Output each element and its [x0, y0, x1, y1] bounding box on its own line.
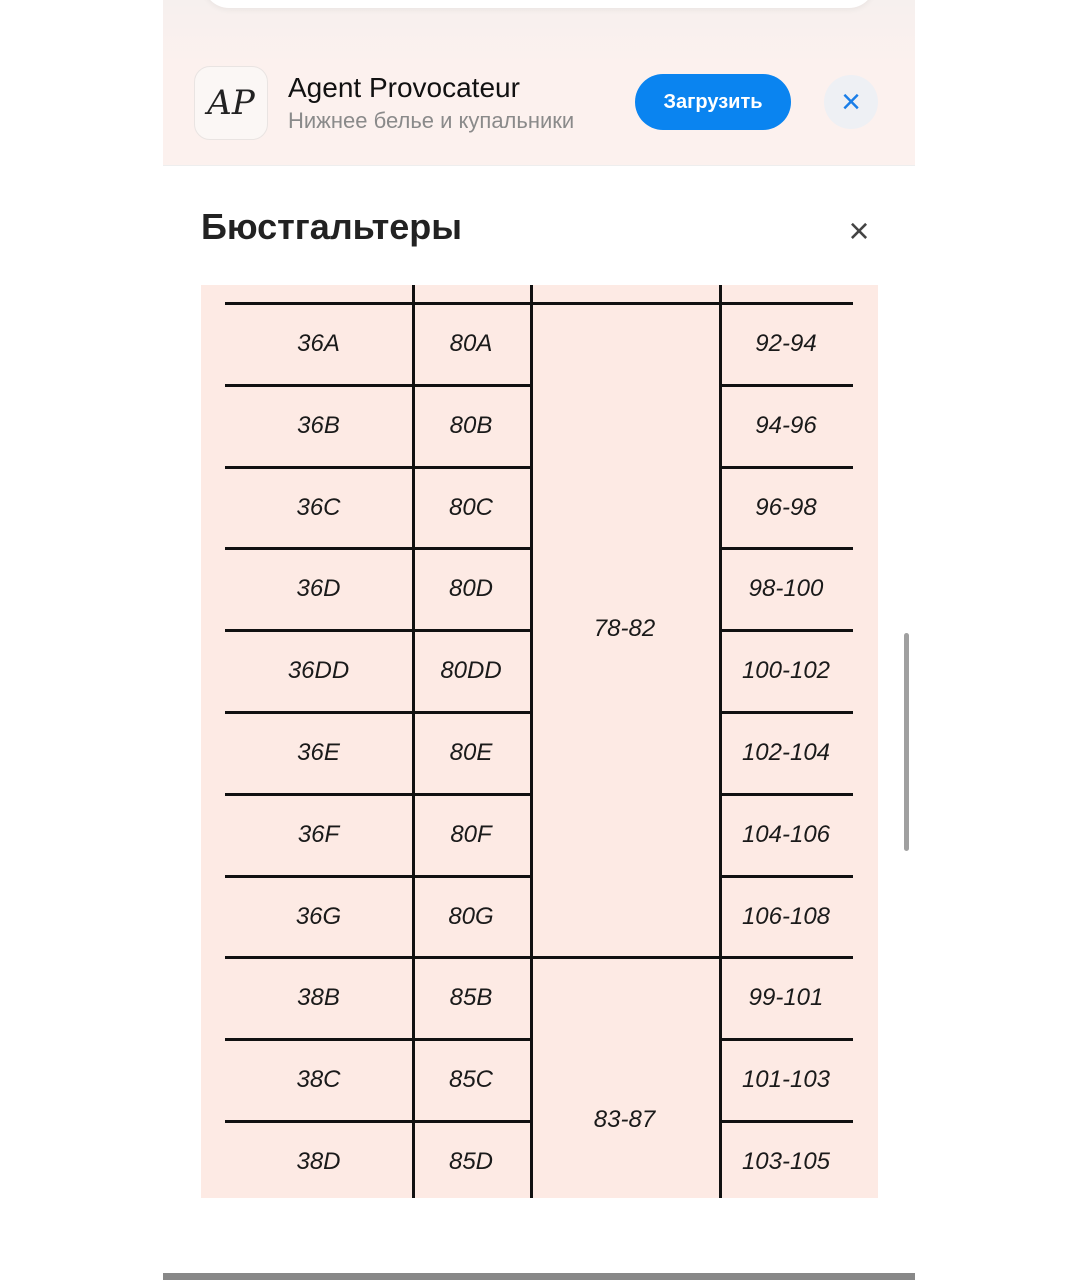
- table-cell: 36E: [297, 739, 340, 766]
- size-table: [201, 285, 878, 1198]
- table-cell: 99-101: [748, 984, 824, 1012]
- row-divider: [719, 711, 853, 714]
- row-divider: [530, 302, 719, 305]
- table-cell: 103-105: [741, 1148, 831, 1175]
- download-button[interactable]: Загрузить: [635, 74, 791, 130]
- table-cell: 106-108: [741, 902, 831, 930]
- column-divider: [530, 285, 533, 1198]
- table-cell: 85D: [448, 1148, 494, 1175]
- underbust-cell: 83-87: [593, 1106, 656, 1133]
- row-divider: [719, 1038, 853, 1041]
- table-cell: 36C: [296, 493, 341, 521]
- row-divider: [719, 1120, 853, 1123]
- table-cell: 80G: [448, 902, 494, 930]
- row-divider: [719, 956, 853, 959]
- app-name: Agent Provocateur: [288, 72, 520, 103]
- table-cell: 98-100: [748, 575, 824, 603]
- page-title: Бюстгальтеры: [201, 206, 463, 247]
- table-cell: 80B: [449, 411, 493, 439]
- row-divider: [719, 793, 853, 796]
- table-cell: 102-104: [741, 739, 831, 766]
- table-cell: 80DD: [440, 657, 502, 685]
- row-divider: [719, 302, 853, 305]
- row-divider: [225, 1038, 530, 1041]
- row-divider: [719, 547, 853, 550]
- table-cell: 36G: [295, 902, 342, 930]
- row-divider: [225, 547, 530, 550]
- row-divider: [225, 793, 530, 796]
- row-divider: [225, 629, 530, 632]
- row-divider: [225, 384, 530, 387]
- table-cell: 96-98: [755, 493, 817, 521]
- app-install-banner: [163, 0, 915, 166]
- table-cell: 80E: [449, 739, 493, 766]
- row-divider: [719, 629, 853, 632]
- row-divider: [719, 875, 853, 878]
- scrollbar[interactable]: [904, 633, 909, 851]
- table-cell: 100-102: [741, 657, 831, 685]
- table-cell: 36B: [297, 411, 340, 439]
- app-subtitle: Нижнее белье и купальники: [288, 108, 575, 133]
- table-cell: 80A: [449, 330, 493, 357]
- row-divider: [719, 384, 853, 387]
- table-cell: 36DD: [287, 657, 350, 685]
- underbust-cell: 78-82: [593, 615, 656, 643]
- table-cell: 36A: [297, 330, 340, 357]
- table-cell: 104-106: [741, 820, 831, 848]
- row-divider: [225, 875, 530, 878]
- table-cell: 36F: [297, 820, 340, 848]
- table-cell: 92-94: [755, 330, 817, 357]
- table-cell: 80D: [448, 575, 494, 603]
- table-cell: 80F: [450, 820, 492, 848]
- row-divider: [225, 711, 530, 714]
- app-logo-icon[interactable]: AP: [194, 66, 268, 140]
- table-cell: 80C: [448, 493, 494, 521]
- row-divider: [225, 1120, 530, 1123]
- top-card: [203, 0, 875, 8]
- row-divider: [225, 302, 530, 305]
- row-divider: [225, 956, 530, 959]
- table-cell: 85C: [448, 1066, 494, 1094]
- table-cell: 101-103: [741, 1066, 831, 1094]
- banner-close-icon[interactable]: ×: [824, 75, 878, 129]
- table-cell: 85B: [449, 984, 493, 1012]
- row-divider: [225, 466, 530, 469]
- table-cell: 38D: [296, 1148, 341, 1175]
- table-cell: 38C: [296, 1066, 341, 1094]
- row-divider: [530, 956, 719, 959]
- row-divider: [719, 466, 853, 469]
- table-cell: 36D: [296, 575, 341, 603]
- bottom-bar: [163, 1273, 915, 1280]
- table-cell: 94-96: [755, 411, 817, 439]
- close-icon[interactable]: ×: [848, 210, 870, 251]
- table-cell: 38B: [297, 984, 340, 1012]
